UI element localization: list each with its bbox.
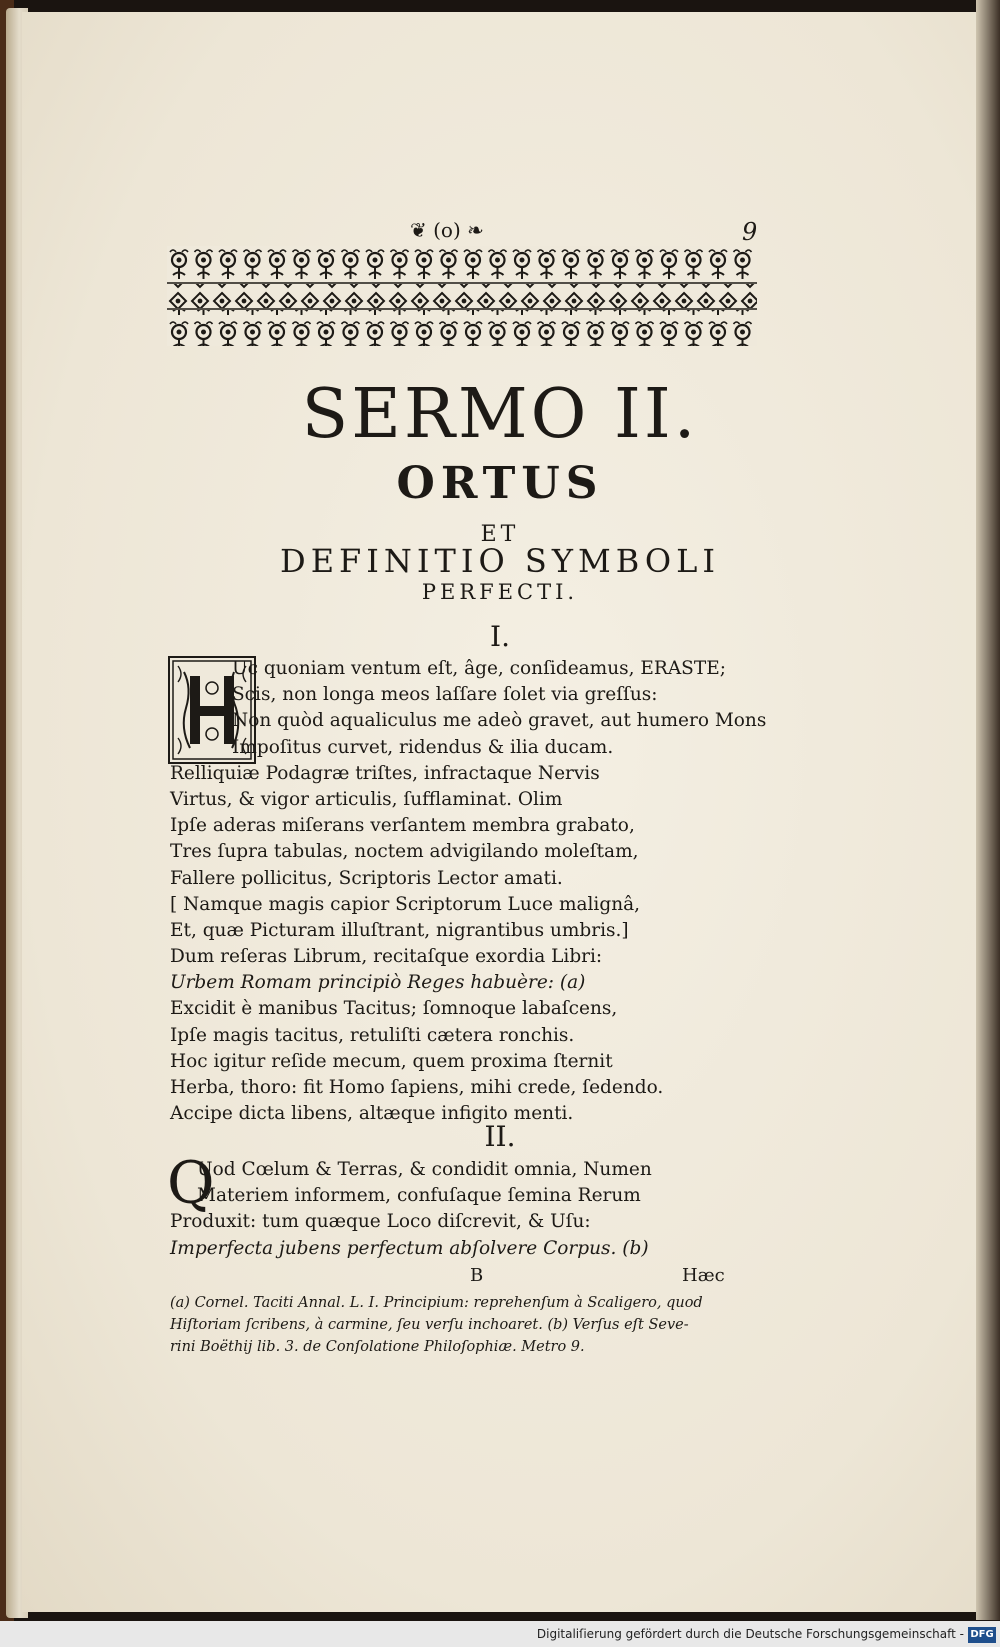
verse-line: Excidit è manibus Tacitus; ſomnoque labaſcens, <box>170 998 618 1020</box>
running-head: ❦ (o) ❧ <box>410 218 484 242</box>
verse-line: Herba, thoro: fit Homo ſapiens, mihi crede, ſedendo. <box>170 1077 664 1098</box>
fleuron-right-icon: ❧ <box>460 218 484 242</box>
verse-line: Materiem informem, confuſaque ſemina Rerum <box>197 1185 641 1207</box>
title-perfecti: PERFECTI. <box>421 580 579 604</box>
verse-line: Produxit: tum quæque Loco diſcrevit, & Uſu: <box>170 1211 591 1233</box>
initial-q: Q <box>167 1149 215 1217</box>
verse-line: Scis, non longa meos laſſare ſolet via greſſus: <box>232 684 658 706</box>
dfg-logo: DFG <box>968 1627 996 1643</box>
verse-block-1 <box>170 656 766 1127</box>
catchword: Hæc <box>682 1265 725 1286</box>
title-sermo: SERMO II. <box>301 375 699 454</box>
title-ortus: ORTUS <box>396 458 604 509</box>
verse-line: Uc quoniam ventum eſt, âge, conſideamus, ERASTE; <box>232 658 726 679</box>
verse-line: Hoc igitur reſide mecum, quem proxima ſternit <box>170 1050 613 1072</box>
verse-line: Tres ſupra tabulas, noctem advigilando moleſtam, <box>170 841 639 863</box>
verse-line: Ipſe aderas miſerans verſantem membra grabato, <box>170 815 635 837</box>
title-et: ET <box>480 522 520 547</box>
verse-line: Accipe dicta libens, altæque infigito menti. <box>170 1103 574 1125</box>
verse-line: Fallere pollicitus, Scriptoris Lector amati. <box>170 867 563 889</box>
verse-line: Uod Cœlum & Terras, & condidit omnia, Numen <box>197 1159 652 1180</box>
verse-line: Et, quæ Picturam illuſtrant, nigrantibus umbris.] <box>170 919 629 941</box>
headpiece-ornament <box>167 246 757 356</box>
page-right-edge <box>976 0 1000 1620</box>
viewer-footer <box>0 1621 1000 1647</box>
footnote-line: rini Boëthij lib. 3. de Conſolatione Philoſophiæ. Metro 9. <box>170 1339 585 1355</box>
verse-line: Relliquiæ Podagræ triſtes, infractaque Nervis <box>170 762 600 784</box>
fleuron-left-icon: ❦ <box>410 218 434 242</box>
footnote-line: (a) Cornel. Taciti Annal. L. I. Principium: reprehenſum à Scaligero, quod <box>170 1295 703 1311</box>
verse-line: Non quòd aqualiculus me adeò gravet, aut humero Mons <box>232 710 767 732</box>
verse-line: Virtus, & vigor articulis, ſufflaminat. Olim <box>170 788 563 810</box>
title-definitio: DEFINITIO SYMBOLI <box>280 542 720 580</box>
verse-line: Imperfecta jubens perfectum abſolvere Corpus. (b) <box>170 1237 649 1259</box>
footnote-line: Hiſtoriam ſcribens, à carmine, ſeu verſu inchoaret. (b) Verſus eſt Seve- <box>170 1317 689 1333</box>
verse-block-2 <box>170 1157 652 1262</box>
verse-line: [ Namque magis capior Scriptorum Luce malignâ, <box>170 893 641 915</box>
verse-line: Urbem Romam principiò Reges habuère: (a) <box>170 972 586 994</box>
verse-line: Impoſitus curvet, ridendus & ilia ducam. <box>232 736 614 758</box>
funding-credit: Digitaliſierung gefördert durch die Deutsche Forschungsgemeinschaft - <box>536 1627 964 1641</box>
page-number: 9 <box>742 218 758 246</box>
section-numeral-1: I. <box>490 620 510 653</box>
signature-mark: B <box>470 1265 484 1286</box>
verse-line: Ipſe magis tacitus, retuliſti cætera ronchis. <box>170 1024 575 1046</box>
verse-line: Dum reſeras Librum, recitaſque exordia Libri: <box>170 946 603 968</box>
footnotes <box>170 1292 740 1358</box>
section-numeral-2: II. <box>484 1120 516 1153</box>
